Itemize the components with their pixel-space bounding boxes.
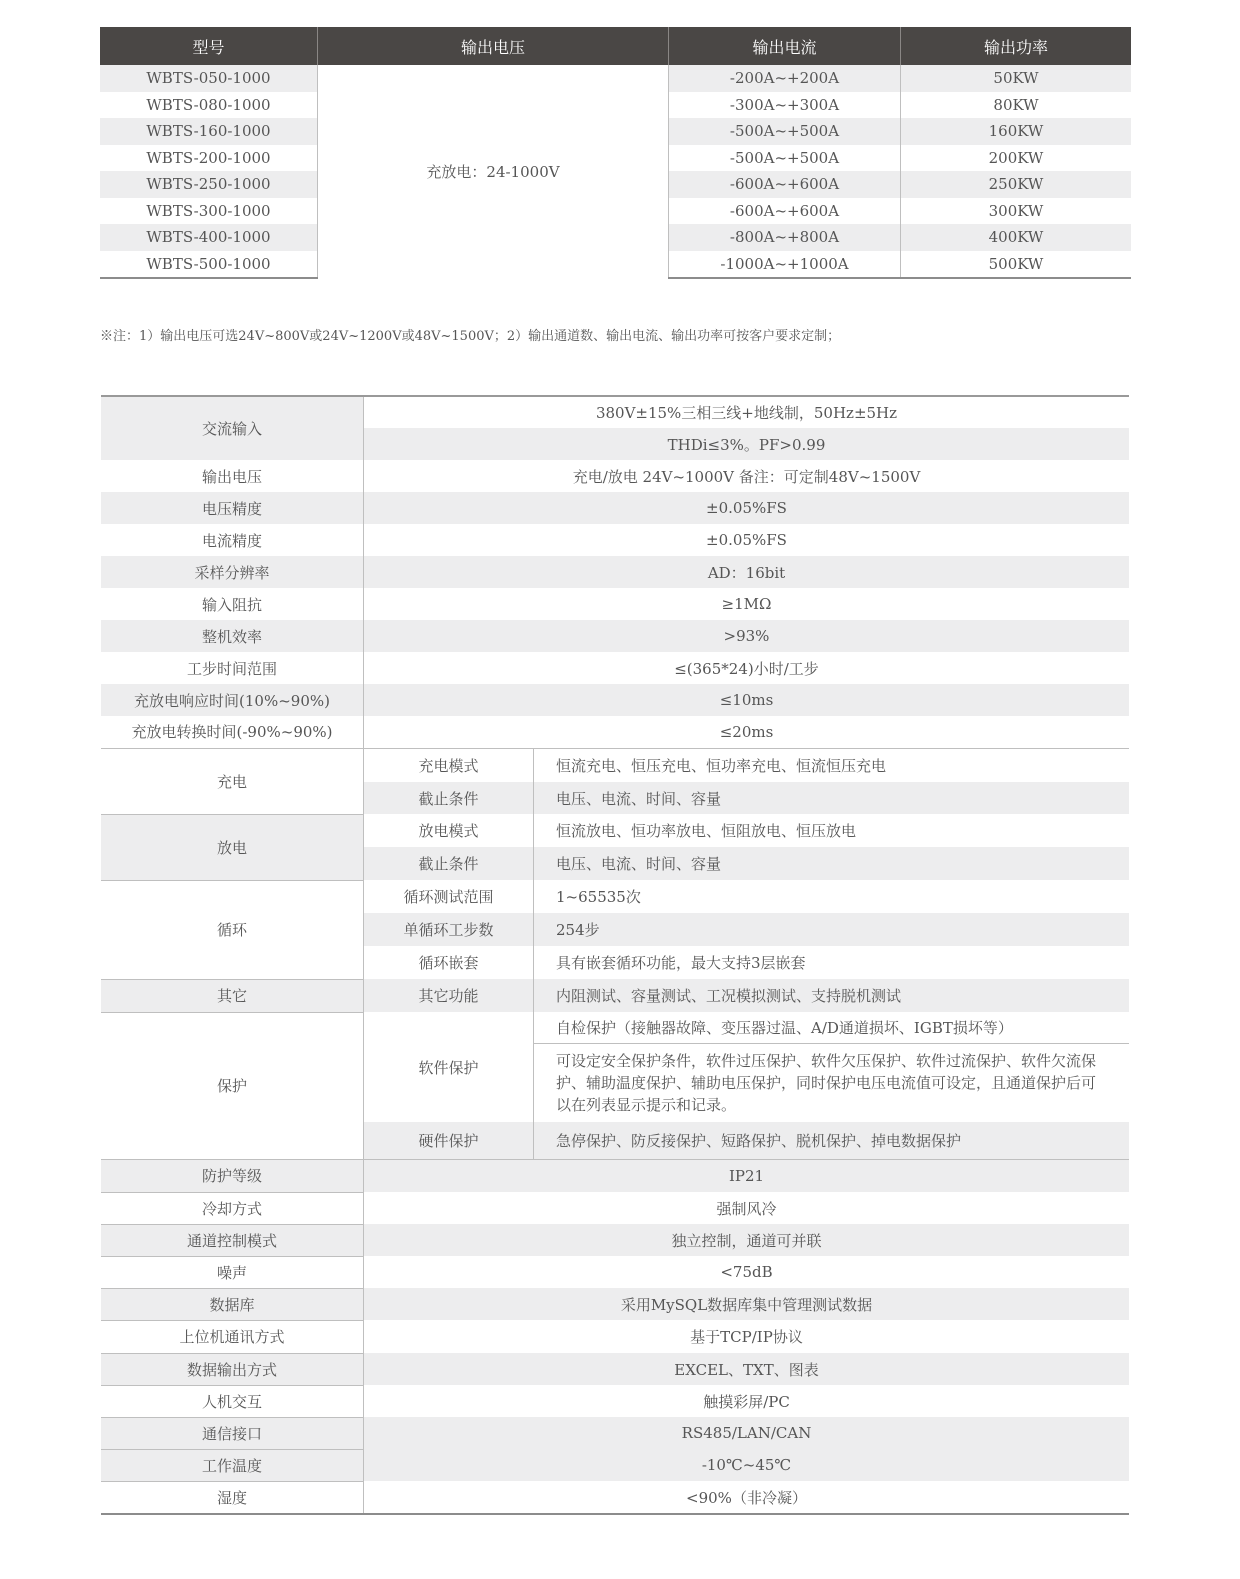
spec-value: 380V±15%三相三线+地线制，50Hz±5Hz [595, 404, 898, 422]
power-cell: 250KW [901, 171, 1132, 198]
spec-row [101, 1353, 1129, 1385]
model-cell: WBTS-300-1000 [146, 201, 271, 220]
voltage-cell: 充放电：24-1000V [318, 65, 669, 278]
header-power: 输出功率 [901, 27, 1132, 65]
current-cell: -500A~+500A [669, 118, 901, 145]
table-row [100, 65, 1131, 92]
spec-sublabel: 其它功能 [364, 979, 534, 1012]
model-cell: WBTS-500-1000 [100, 251, 318, 279]
spec-value: EXCEL、TXT、图表 [364, 1353, 1130, 1385]
spec-row [101, 1288, 1129, 1320]
spec-value: ≤20ms [719, 722, 774, 741]
power-cell: 160KW [901, 118, 1132, 145]
model-cell: WBTS-080-1000 [146, 95, 271, 114]
spec-value: 254步 [534, 913, 1130, 946]
spec-value: AD：16bit [364, 556, 1130, 588]
spec-label: 防护等级 [101, 1159, 364, 1192]
spec-value: 采用MySQL数据库集中管理测试数据 [364, 1288, 1130, 1320]
spec-label: 充放电响应时间(10%~90%) [101, 684, 364, 716]
spec-value: 电压、电流、时间、容量 [534, 847, 1130, 880]
spec-value: ≤10ms [364, 684, 1130, 716]
spec-row-ac-input [101, 396, 1129, 428]
spec-row [101, 1385, 1129, 1417]
spec-row [101, 556, 1129, 588]
spec-sublabel: 单循环工步数 [364, 913, 534, 946]
spec-label: 噪声 [101, 1256, 364, 1288]
power-cell: 200KW [988, 148, 1044, 167]
spec-value: 恒流放电、恒功率放电、恒阻放电、恒压放电 [556, 822, 857, 840]
spec-label: 通道控制模式 [101, 1224, 364, 1256]
spec-row [101, 684, 1129, 716]
header-voltage: 输出电压 [318, 27, 669, 65]
models-header-row [100, 27, 1131, 65]
model-cell: WBTS-400-1000 [100, 224, 318, 251]
spec-label: 电压精度 [101, 492, 364, 524]
footnote: ※注：1）输出电压可选24V~800V或24V~1200V或48V~1500V；2）输出通道数、输出电流、输出功率可按客户要求定制； [100, 329, 841, 344]
spec-row [101, 1320, 1129, 1353]
power-cell: 300KW [988, 201, 1044, 220]
spec-value: 触摸彩屏/PC [703, 1392, 790, 1411]
spec-value: THDi≤3%。PF>0.99 [364, 428, 1130, 460]
specs-table [101, 395, 1129, 1515]
spec-label: 人机交互 [101, 1385, 364, 1417]
spec-value: ±0.05%FS [364, 492, 1130, 524]
spec-row [101, 460, 1129, 492]
spec-label: 保护 [101, 1012, 364, 1159]
spec-label: 工作温度 [101, 1449, 364, 1481]
spec-value: 强制风冷 [716, 1199, 777, 1218]
spec-value: RS485/LAN/CAN [364, 1417, 1130, 1449]
current-cell: -300A~+300A [669, 92, 901, 119]
spec-value: 急停保护、防反接保护、短路保护、脱机保护、掉电数据保护 [534, 1122, 1130, 1159]
spec-sublabel: 放电模式 [364, 814, 534, 847]
spec-sublabel: 循环嵌套 [364, 946, 534, 979]
spec-label: 输入阻抗 [101, 588, 364, 620]
spec-label: 上位机通讯方式 [101, 1320, 364, 1353]
spec-row [101, 1449, 1129, 1481]
spec-row [101, 1192, 1129, 1224]
current-cell: -500A~+500A [669, 145, 901, 172]
spec-sublabel: 软件保护 [364, 1012, 534, 1122]
power-cell: 400KW [901, 224, 1132, 251]
spec-value: 充电/放电 24V~1000V 备注：可定制48V~1500V [572, 467, 921, 486]
spec-row [101, 524, 1129, 556]
spec-row [101, 1481, 1129, 1514]
spec-label: 放电 [101, 814, 364, 880]
current-cell: -1000A~+1000A [669, 251, 901, 279]
spec-label: 数据库 [101, 1288, 364, 1320]
spec-row-charge [101, 748, 1129, 782]
spec-value: 独立控制，通道可并联 [364, 1224, 1130, 1256]
spec-value: IP21 [364, 1159, 1130, 1192]
spec-sublabel: 截止条件 [364, 847, 534, 880]
spec-value: 电压、电流、时间、容量 [534, 782, 1130, 814]
spec-row [101, 620, 1129, 652]
spec-sublabel: 截止条件 [364, 782, 534, 814]
spec-row [101, 588, 1129, 620]
spec-label: 数据输出方式 [101, 1353, 364, 1385]
spec-value: ≥1MΩ [721, 595, 772, 613]
spec-value: >93% [364, 620, 1130, 652]
spec-row-protection [101, 1012, 1129, 1043]
spec-row-other [101, 979, 1129, 1012]
spec-label: 其它 [101, 979, 364, 1012]
power-cell: 50KW [901, 65, 1132, 92]
spec-label: 充放电转换时间(-90%~90%) [101, 716, 364, 748]
spec-row [101, 1159, 1129, 1192]
spec-value: <75dB [720, 1263, 773, 1281]
spec-value: ±0.05%FS [706, 531, 787, 549]
current-cell: -800A~+800A [669, 224, 901, 251]
model-cell: WBTS-200-1000 [146, 148, 271, 167]
spec-row-cycle [101, 880, 1129, 913]
model-cell: WBTS-250-1000 [100, 171, 318, 198]
spec-sublabel: 循环测试范围 [364, 880, 534, 913]
spec-label: 循环 [101, 880, 364, 979]
spec-label: 充电 [101, 748, 364, 814]
spec-row [101, 1224, 1129, 1256]
spec-label: 工步时间范围 [101, 652, 364, 684]
header-current: 输出电流 [669, 27, 901, 65]
current-cell: -200A~+200A [669, 65, 901, 92]
spec-row-discharge [101, 814, 1129, 847]
spec-sublabel: 充电模式 [364, 748, 534, 782]
power-cell: 500KW [901, 251, 1132, 279]
spec-value: 1~65535次 [556, 888, 641, 906]
spec-sublabel: 硬件保护 [364, 1122, 534, 1159]
spec-row [101, 1256, 1129, 1288]
spec-label: 采样分辨率 [101, 556, 364, 588]
model-cell: WBTS-050-1000 [100, 65, 318, 92]
model-cell: WBTS-160-1000 [100, 118, 318, 145]
spec-value: 恒流充电、恒压充电、恒功率充电、恒流恒压充电 [534, 748, 1130, 782]
spec-value: 内阻测试、容量测试、工况模拟测试、支持脱机测试 [534, 979, 1130, 1012]
spec-label: 湿度 [101, 1481, 364, 1514]
spec-value: 具有嵌套循环功能，最大支持3层嵌套 [556, 954, 806, 972]
spec-value: 自检保护（接触器故障、变压器过温、A/D通道损坏、IGBT损坏等） [556, 1018, 1013, 1037]
spec-label: 冷却方式 [101, 1192, 364, 1224]
spec-row [101, 716, 1129, 748]
spec-value: 基于TCP/IP协议 [690, 1328, 803, 1346]
spec-row [101, 652, 1129, 684]
spec-row [101, 1417, 1129, 1449]
models-table [100, 27, 1131, 279]
spec-label: 通信接口 [101, 1417, 364, 1449]
spec-value: ≤(365*24)小时/工步 [674, 659, 819, 678]
spec-value: 可设定安全保护条件，软件过压保护、软件欠压保护、软件过流保护、软件欠流保护、辅助温度保护、辅助电压保护，同时保护电压电流值可设定，且通道保护后可以在列表显示提示和记录。 [534, 1043, 1130, 1122]
spec-label: 交流输入 [101, 396, 364, 460]
spec-label: 输出电压 [101, 460, 364, 492]
spec-value: <90%（非冷凝） [686, 1488, 807, 1507]
power-cell: 80KW [993, 95, 1039, 114]
current-cell: -600A~+600A [669, 171, 901, 198]
header-model: 型号 [100, 27, 318, 65]
spec-label: 整机效率 [101, 620, 364, 652]
current-cell: -600A~+600A [669, 198, 901, 225]
spec-value: -10℃~45℃ [364, 1449, 1130, 1481]
spec-row [101, 492, 1129, 524]
spec-label: 电流精度 [101, 524, 364, 556]
